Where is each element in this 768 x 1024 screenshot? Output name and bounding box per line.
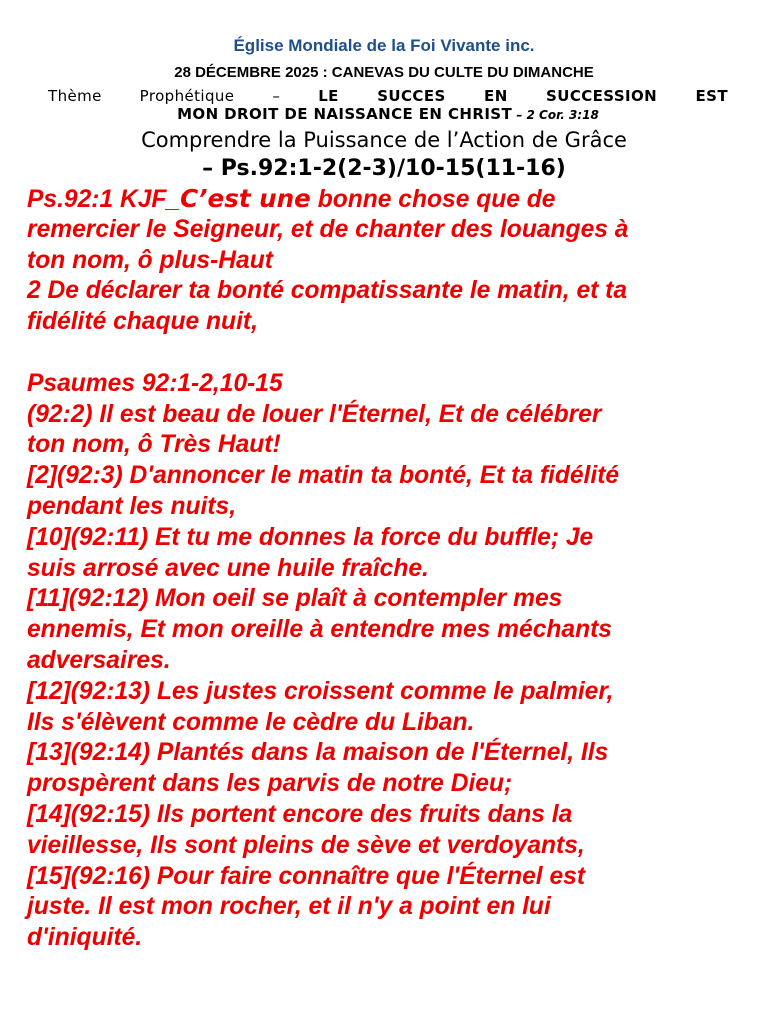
verse-line: [10](92:11) Et tu me donnes la force du buffle; Je xyxy=(27,523,594,551)
verse-line: prospèrent dans les parvis de notre Dieu; xyxy=(27,770,513,798)
verse-line xyxy=(27,184,747,215)
verse-line: fidélité chaque nuit, xyxy=(27,308,258,336)
verse-line: juste. Il est mon rocher, et il n'y a point en lui xyxy=(27,893,551,921)
date-line: 28 DÉCEMBRE 2025 : CANEVAS DU CULTE DU DIMANCHE xyxy=(174,64,594,81)
scripture-reference: – Ps.92:1-2(2-3)/10-15(11-16) xyxy=(202,156,566,181)
verse-line: vieillesse, Ils sont pleins de sève et verdoyants, xyxy=(27,831,585,859)
church-name: Église Mondiale de la Foi Vivante inc. xyxy=(233,36,535,55)
verse-line: [11](92:12) Mon oeil se plaît à contempler mes xyxy=(27,585,563,613)
sermon-subtitle: Comprendre la Puissance de l’Action de Grâce xyxy=(141,128,627,152)
verse-line: ennemis, Et mon oreille à entendre mes méchants xyxy=(27,616,612,644)
scripture-body xyxy=(27,184,747,954)
verse-line: d'iniquité. xyxy=(27,924,143,952)
theme-text-1: LE SUCCES EN SUCCESSION EST xyxy=(318,87,728,105)
blank-line xyxy=(27,338,747,369)
kjf-line-rest: bonne chose que de xyxy=(310,186,556,213)
verse-line: ton nom, ô plus-Haut xyxy=(27,246,273,274)
verse-line: [12](92:13) Les justes croissent comme le palmier, xyxy=(27,677,614,705)
theme-label: Thème Prophétique – xyxy=(48,87,319,105)
theme-text-2: MON DROIT DE NAISSANCE EN CHRIST xyxy=(177,105,513,123)
theme-line-2 xyxy=(48,106,728,124)
theme-line-1 xyxy=(48,88,728,105)
verse-line: suis arrosé avec une huile fraîche. xyxy=(27,554,429,582)
verse-line: [13](92:14) Plantés dans la maison de l'Éternel, Ils xyxy=(27,739,609,767)
verse-line: remercier le Seigneur, et de chanter des louanges à xyxy=(27,215,629,243)
verse-line: [14](92:15) Ils portent encore des fruits dans la xyxy=(27,800,573,828)
verse-line: ton nom, ô Très Haut! xyxy=(27,431,281,459)
verse-line: adversaires. xyxy=(27,646,171,674)
verse-line: [15](92:16) Pour faire connaître que l'Éternel est xyxy=(27,862,586,890)
verse-line: 2 De déclarer ta bonté compatissante le matin, et ta xyxy=(27,277,628,305)
verse-line: Psaumes 92:1-2,10-15 xyxy=(27,369,283,397)
theme-reference: – 2 Cor. 3:18 xyxy=(512,108,599,122)
kjf-emphasis: C’est une xyxy=(180,184,311,213)
verse-line: Ils s'élèvent comme le cèdre du Liban. xyxy=(27,708,475,736)
verse-lines xyxy=(27,215,747,954)
verse-line: pendant les nuits, xyxy=(27,492,237,520)
kjf-prefix: Ps.92:1 KJF_ xyxy=(27,186,181,213)
verse-line: (92:2) Il est beau de louer l'Éternel, Et de célébrer xyxy=(27,400,602,428)
verse-line: [2](92:3) D'annoncer le matin ta bonté, Et ta fidélité xyxy=(27,462,620,490)
